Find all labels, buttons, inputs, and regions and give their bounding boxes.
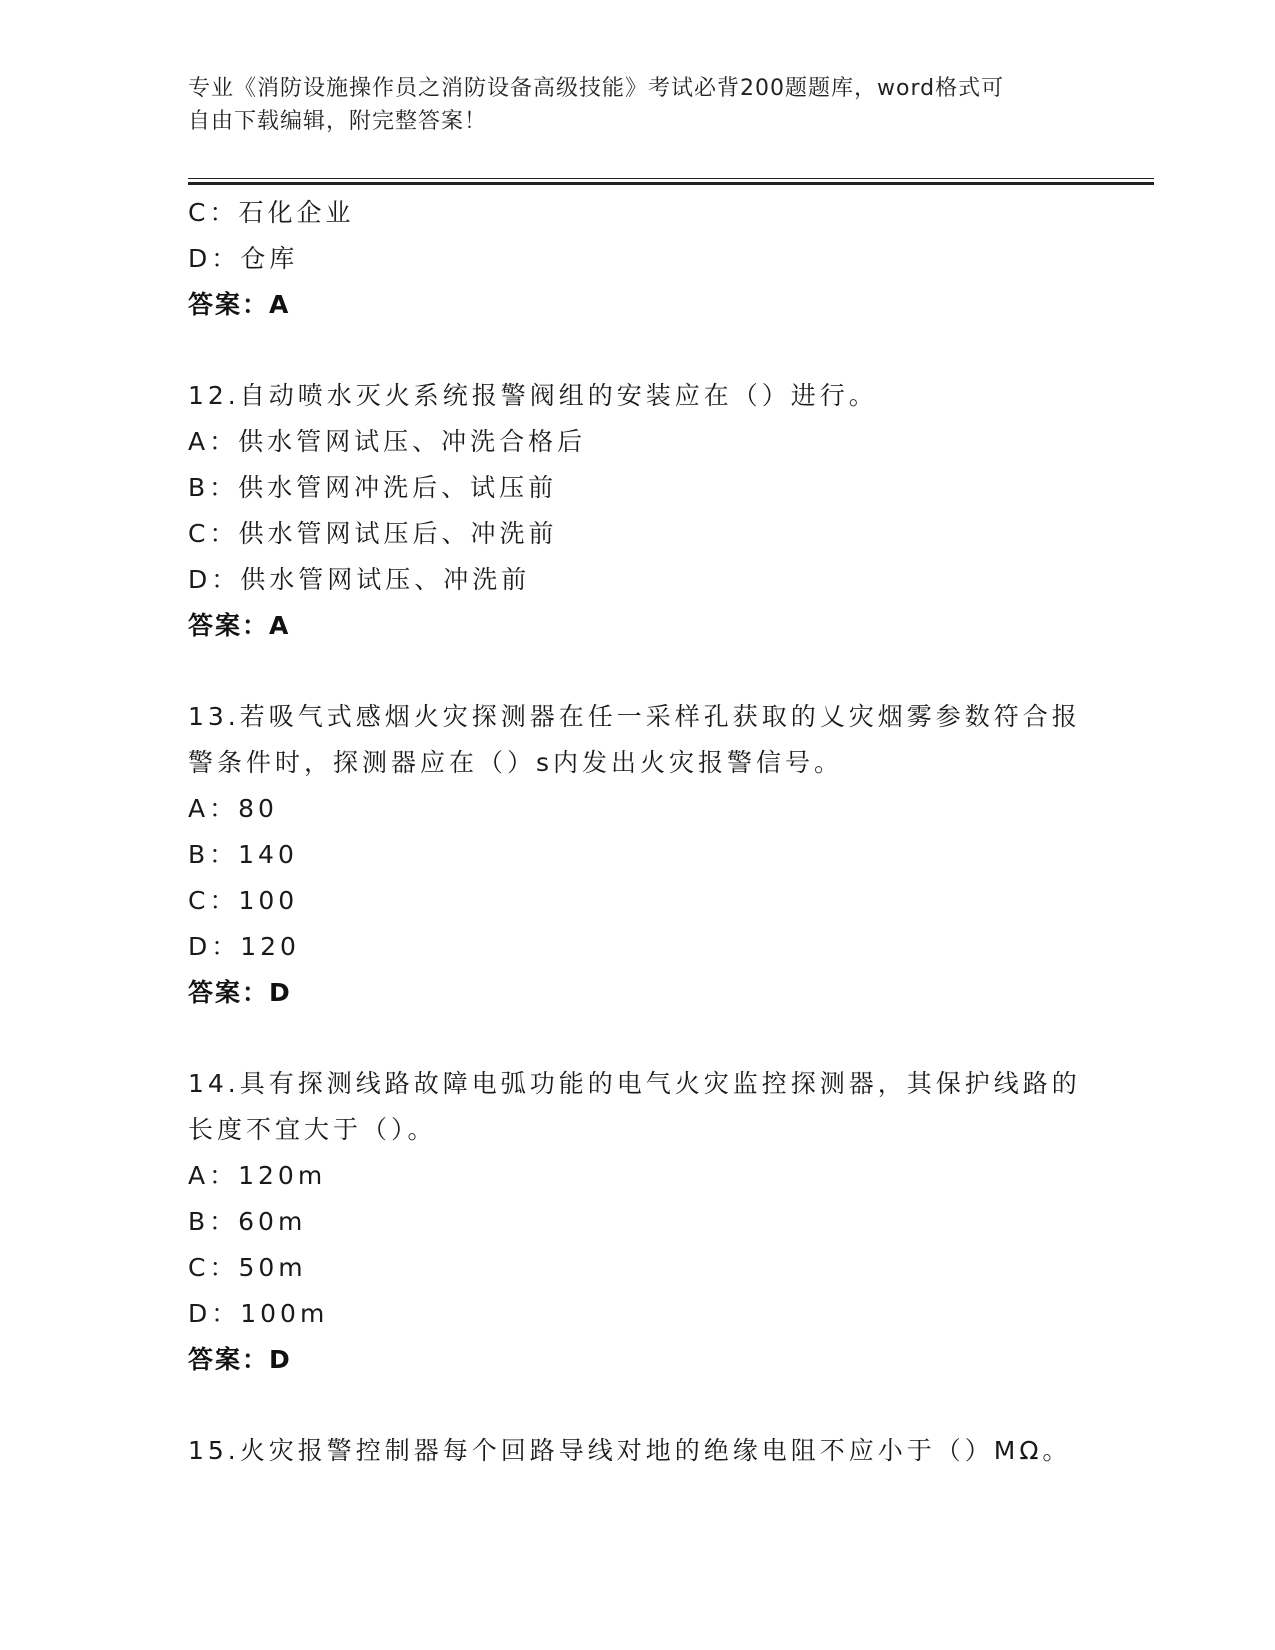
option-d: D：供水管网试压、冲洗前 [188,565,531,594]
question-stem: 15.火灾报警控制器每个回路导线对地的绝缘电阻不应小于（）MΩ。 [188,1436,1072,1465]
spacer [188,649,1088,694]
option-d: D：仓库 [188,244,299,273]
question-13 [188,694,1088,1016]
option-a: A：120m [188,1161,327,1190]
question-15 [188,1428,1088,1474]
spacer [188,1016,1088,1061]
answer-line: 答案：A [188,611,291,640]
question-12 [188,373,1088,649]
question-11-tail [188,190,1088,328]
option-d: D：120 [188,932,300,961]
header-divider-thin [188,178,1154,179]
option-b: B：140 [188,840,298,869]
header-divider-thick [188,182,1154,185]
header-title-line-1: 专业《消防设施操作员之消防设备高级技能》考试必背200题题库，word格式可 [188,76,1005,101]
option-d: D：100m [188,1299,329,1328]
option-c: C：供水管网试压后、冲洗前 [188,519,558,548]
question-stem-line-2: 长度不宜大于（）。 [188,1115,437,1144]
option-c: C：石化企业 [188,198,355,227]
document-header [188,72,1088,138]
answer-line: 答案：A [188,290,291,319]
answer-line: 答案：D [188,978,292,1007]
question-stem-line-1: 14.具有探测线路故障电弧功能的电气火灾监控探测器，其保护线路的 [188,1069,1081,1098]
question-stem-line-1: 13.若吸气式感烟火灾探测器在任一采样孔获取的乂灾烟雾参数符合报 [188,702,1081,731]
option-c: C：100 [188,886,299,915]
option-b: B：供水管网冲洗后、试压前 [188,473,558,502]
question-list [188,190,1088,1474]
option-a: A：供水管网试压、冲洗合格后 [188,427,587,456]
question-stem-line-2: 警条件时，探测器应在（）s内发出火灾报警信号。 [188,748,844,777]
question-14 [188,1061,1088,1383]
option-b: B：60m [188,1207,307,1236]
header-title-line-2: 自由下载编辑，附完整答案！ [188,109,488,134]
answer-line: 答案：D [188,1345,292,1374]
question-stem: 12.自动喷水灭火系统报警阀组的安装应在（）进行。 [188,381,878,410]
option-a: A：80 [188,794,278,823]
spacer [188,328,1088,373]
spacer [188,1383,1088,1428]
option-c: C：50m [188,1253,307,1282]
